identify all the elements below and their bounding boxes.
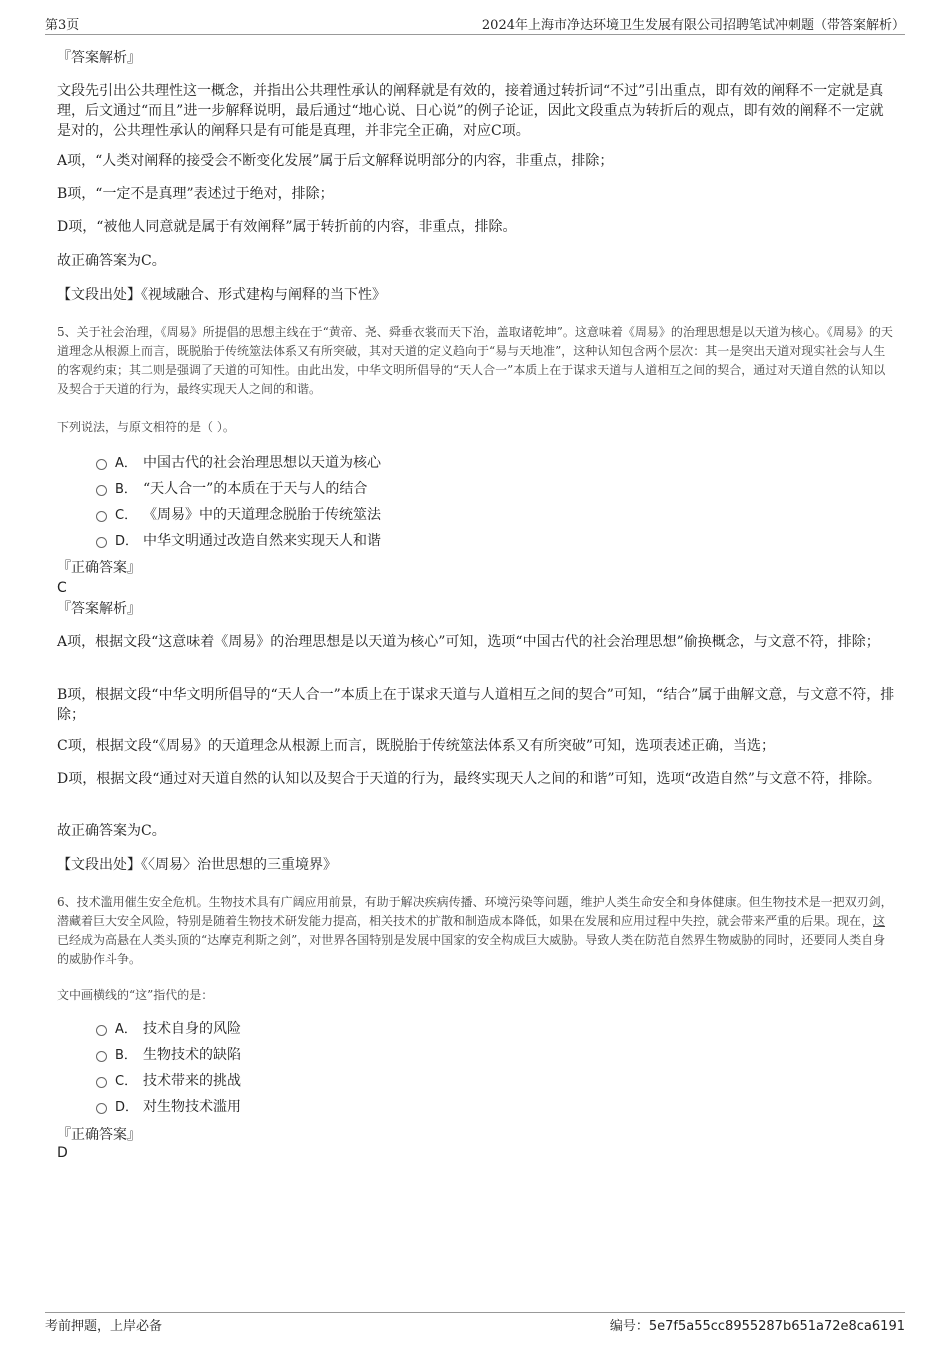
radio-icon[interactable]: [96, 1051, 107, 1062]
analysis-item-b: B项，根据文段“中华文明所倡导的“天人合一”本质上在于谋求天道与人道相互之间的契合”可知，“结合”属于曲解文意，与文意不符，排除；: [57, 687, 895, 723]
option-text: “天人合一”的本质在于天与人的结合: [143, 481, 368, 497]
analysis-text: 文段先引出公共理性这一概念，并指出公共理性承认的阐释就是有效的，接着通过转折词“不过”引出重点，即有效的阐释不一定就是真理，后文通过“而且”进一步解释说明，最后通过“地心说、日心说”的例子论证，因此文段重点为转折后的观点，即有效的阐释不一定就是对的，公共理性承认的阐释只是有可能是真理，并非完全正确，对应C项。: [57, 83, 884, 139]
option-d[interactable]: D． 对生物技术滥用: [96, 1097, 241, 1118]
underlined-word: 这: [873, 914, 886, 928]
option-c[interactable]: C． 技术带来的挑战: [96, 1071, 241, 1092]
option-text: 技术带来的挑战: [143, 1073, 241, 1089]
radio-icon[interactable]: [96, 1077, 107, 1088]
answer: C: [57, 580, 67, 596]
answer-heading: 『正确答案』: [57, 1127, 141, 1143]
radio-icon[interactable]: [96, 537, 107, 548]
question-prompt: 文中画横线的“这”指代的是：: [57, 988, 214, 1002]
answer-heading: 『正确答案』: [57, 560, 141, 576]
document-code: 编号：5e7f5a55cc8955287b651a72e8ca6191: [609, 1319, 905, 1334]
answer: D: [57, 1145, 68, 1161]
option-text: 技术自身的风险: [143, 1021, 241, 1037]
page-number: 第3页: [45, 18, 80, 33]
analysis-item-c: C项，根据文段“《周易》的天道理念从根源上而言，既脱胎于传统筮法体系又有所突破”可知，选项表述正确，当选；: [57, 738, 776, 754]
option-text: 中国古代的社会治理思想以天道为核心: [143, 455, 381, 471]
source: 【文段出处】《视域融合、形式建构与阐释的当下性》: [57, 287, 386, 303]
analysis-item-d: D项，根据文段“通过对天道自然的认知以及契合于天道的行为，最终实现天人之间的和谐”可知，选项“改造自然”与文意不符，排除。: [57, 771, 881, 787]
source: 【文段出处】《〈周易〉治世思想的三重境界》: [57, 857, 337, 873]
analysis-heading: 『答案解析』: [57, 601, 141, 617]
option-text: 生物技术的缺陷: [143, 1047, 241, 1063]
document-title: 2024年上海市净达环境卫生发展有限公司招聘笔试冲刺题（带答案解析）: [481, 18, 905, 33]
option-a[interactable]: A． 技术自身的风险: [96, 1019, 241, 1040]
question-stem: 6、技术滥用催生安全危机。生物技术具有广阔应用前景，有助于解决疾病传播、环境污染等问题，维护人类生命安全和身体健康。但生物技术是一把双刃剑，潜藏着巨大安全风险，特别是随着生物技术研发能力提高，相关技术的扩散和制造成本降低，如果在发展和应用过程中失控，就会带来严重的后果。现在，这已经成为高悬在人类头顶的“达摩克利斯之剑”，对世界各国特别是发展中国家的安全构成巨大威胁。导致人类在防范自然界生物威胁的同时，还要同人类自身的威胁作斗争。: [57, 895, 893, 966]
radio-icon[interactable]: [96, 485, 107, 496]
analysis-item-d: D项，“被他人同意就是属于有效阐释”属于转折前的内容，非重点，排除。: [57, 219, 517, 235]
analysis-item-a: A项，“人类对阐释的接受会不断变化发展”属于后文解释说明部分的内容，非重点，排除；: [57, 153, 614, 169]
conclusion: 故正确答案为C。: [57, 823, 166, 839]
option-text: 《周易》中的天道理念脱胎于传统筮法: [143, 507, 381, 523]
option-text: 对生物技术滥用: [143, 1099, 241, 1115]
analysis-heading: 『答案解析』: [57, 50, 141, 66]
option-text: 中华文明通过改造自然来实现天人和谐: [143, 533, 381, 549]
option-b[interactable]: B． 生物技术的缺陷: [96, 1045, 241, 1066]
option-d[interactable]: D． 中华文明通过改造自然来实现天人和谐: [96, 531, 381, 552]
radio-icon[interactable]: [96, 1025, 107, 1036]
question-prompt: 下列说法，与原文相符的是（ ）。: [57, 420, 235, 434]
analysis-item-b: B项，“一定不是真理”表述过于绝对，排除；: [57, 186, 334, 202]
conclusion: 故正确答案为C。: [57, 253, 166, 269]
option-a[interactable]: A． 中国古代的社会治理思想以天道为核心: [96, 453, 381, 474]
option-c[interactable]: C． 《周易》中的天道理念脱胎于传统筮法: [96, 505, 381, 526]
option-b[interactable]: B． “天人合一”的本质在于天与人的结合: [96, 479, 367, 500]
radio-icon[interactable]: [96, 511, 107, 522]
page-header: [45, 14, 905, 35]
radio-icon[interactable]: [96, 459, 107, 470]
page-footer: [45, 1312, 905, 1334]
footer-slogan: 考前押题，上岸必备: [45, 1319, 163, 1334]
radio-icon[interactable]: [96, 1103, 107, 1114]
question-stem: 5、关于社会治理，《周易》所提倡的思想主线在于“黄帝、尧、舜垂衣裳而天下治，盖取诸乾坤”。这意味着《周易》的治理思想是以天道为核心。《周易》的天道理念从根源上而言，既脱胎于传统筮法体系又有所突破，其对天道的定义趋向于“易与天地准”，这种认知包含两个层次：其一是突出天道对现实社会与人生的客观约束；其二则是强调了天道的可知性。由此出发，中华文明所倡导的“天人合一”本质上在于谋求天道与人道相互之间的契合，通过对天道自然的认知以及契合于天道的行为，最终实现天人之间的和谐。: [57, 325, 893, 396]
analysis-item-a: A项，根据文段“这意味着《周易》的治理思想是以天道为核心”可知，选项“中国古代的社会治理思想”偷换概念，与文意不符，排除；: [57, 634, 880, 650]
